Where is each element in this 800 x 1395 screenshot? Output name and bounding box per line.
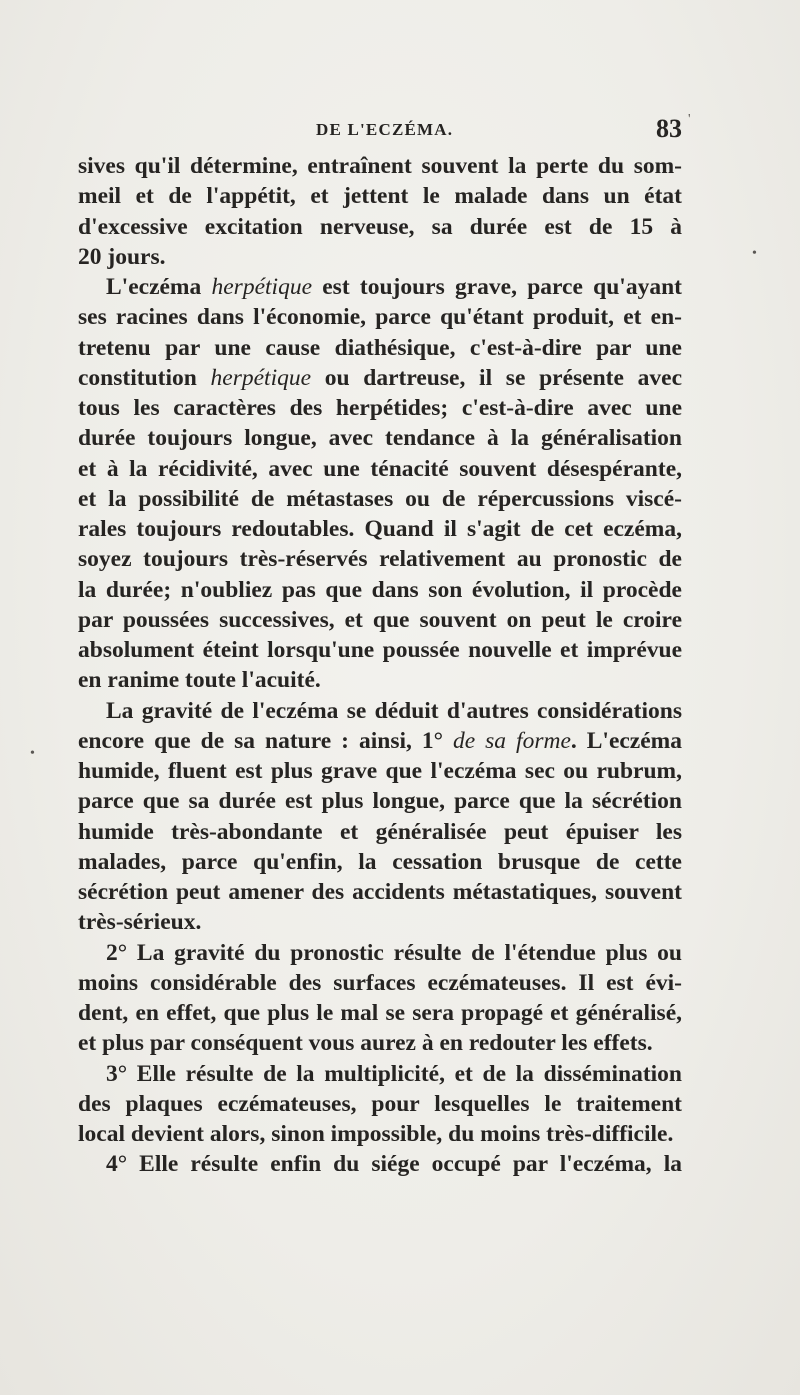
body-text: [78, 151, 682, 1180]
italic-phrase: herpétique: [211, 274, 312, 300]
text-line: 2° La gravité du pronostic résulte de l'étendue plus ou: [106, 939, 682, 966]
text-line: et plus par conséquent vous aurez à en redouter les effets.: [78, 1030, 653, 1057]
text-line: 4° Elle résulte enfin du siége occupé par l'eczéma, la: [106, 1151, 682, 1178]
text-line: dent, en effet, que plus le mal se sera propagé et généralisé,: [78, 1000, 682, 1026]
text-line: 3° Elle résulte de la multiplicité, et de la dissémination: [106, 1060, 682, 1087]
text-line: malades, parce qu'enfin, la cessation brusque de cette: [78, 848, 682, 875]
text-line: par poussées successives, et que souvent on peut le croire: [78, 606, 682, 633]
page-number: 83: [656, 114, 682, 143]
page-header: [78, 114, 682, 148]
italic-phrase: de sa forme: [453, 727, 571, 754]
text-line: durée toujours longue, avec tendance à la généralisation: [78, 425, 682, 452]
margin-mark: ': [688, 112, 691, 127]
text-line: et la possibilité de métastases ou de répercussions viscé-: [78, 485, 682, 512]
text-line: local devient alors, sinon impossible, du moins très-difficile.: [78, 1121, 674, 1147]
margin-mark: •: [30, 746, 35, 761]
text-line: parce que sa durée est plus longue, parce que la sécrétion: [78, 788, 682, 815]
text-line: soyez toujours très-réservés relativement au pronostic de: [78, 546, 682, 573]
text-line: encore que de sa nature : ainsi, 1° de sa forme. L'eczéma: [78, 727, 682, 754]
text-line: absolument éteint lorsqu'une poussée nouvelle et imprévue: [78, 637, 682, 663]
text-line: des plaques eczémateuses, pour lesquelles le traitement: [78, 1090, 682, 1117]
text-line: humide, fluent est plus grave que l'eczéma sec ou rubrum,: [78, 758, 682, 784]
text-line: tous les caractères des herpétides; c'est-à-dire avec une: [78, 395, 682, 421]
italic-phrase: herpétique: [210, 364, 312, 391]
text-line: constitution herpétique ou dartreuse, il se présente avec: [78, 364, 682, 391]
running-title: DE L'ECZÉMA.: [316, 120, 454, 139]
text-line: ses racines dans l'économie, parce qu'étant produit, et en-: [78, 304, 682, 331]
text-line: tretenu par une cause diathésique, c'est-à-dire par une: [78, 334, 682, 361]
text-line: La gravité de l'eczéma se déduit d'autres considérations: [106, 697, 682, 724]
text-line: très-sérieux.: [78, 909, 202, 936]
text-line: sives qu'il détermine, entraînent souvent la perte du som-: [78, 153, 682, 179]
text-line: la durée; n'oubliez pas que dans son évolution, il procède: [78, 576, 682, 603]
text-line: humide très-abondante et généralisée peut épuiser les: [78, 818, 682, 845]
text-line: 20 jours.: [78, 243, 166, 270]
text-line: moins considérable des surfaces eczémateuses. Il est évi-: [78, 969, 682, 996]
text-line: en ranime toute l'acuité.: [78, 667, 321, 694]
text-line: sécrétion peut amener des accidents métastatiques, souvent: [78, 879, 682, 905]
text-line: d'excessive excitation nerveuse, sa durée est de 15 à: [78, 213, 682, 240]
text-line: rales toujours redoutables. Quand il s'agit de cet eczéma,: [78, 516, 682, 542]
text-line: meil et de l'appétit, et jettent le malade dans un état: [78, 183, 682, 210]
text-line: L'eczéma herpétique est toujours grave, parce qu'ayant: [106, 274, 682, 300]
text-line: et à la récidivité, avec une ténacité souvent désespérante,: [78, 455, 682, 482]
margin-mark: •: [752, 246, 757, 261]
